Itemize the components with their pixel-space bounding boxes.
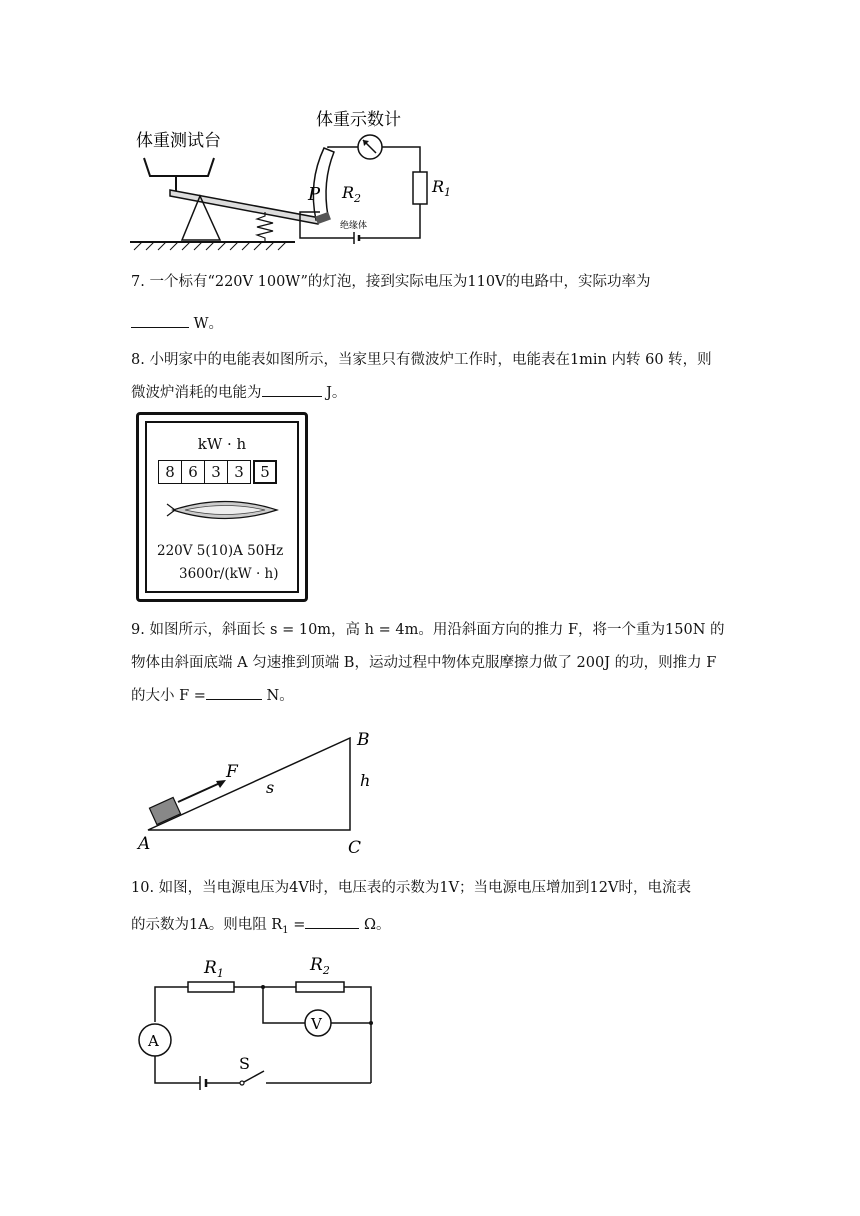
q7-answer-blank[interactable]: [131, 313, 189, 328]
platform-label: 体重测试台: [136, 131, 221, 151]
q9-line1: 9. 如图所示，斜面长 s = 10m，高 h = 4m。用沿斜面方向的推力 F，将一个重为150N 的: [131, 622, 725, 638]
insulator-label: 绝缘体: [340, 221, 368, 231]
voltmeter-label: V: [311, 1015, 322, 1033]
label-h: h: [360, 771, 371, 790]
p-label: P: [308, 184, 321, 205]
q7-line1: 7. 一个标有“220V 100W”的灯泡，接到实际电压为110V的电路中，实际功率为: [131, 274, 651, 290]
incline-block: [149, 797, 180, 824]
q10-answer-blank[interactable]: [305, 914, 359, 929]
q9-line3: 的大小 F = N。: [131, 685, 294, 707]
label-a: A: [138, 834, 151, 854]
meter-label: 体重示数计: [316, 110, 401, 130]
lever: [170, 190, 320, 224]
meter-rate: 3600r/(kW · h): [179, 566, 279, 582]
meter-digit: 3: [228, 460, 251, 484]
q8-line2: 微波炉消耗的电能为 J。: [131, 382, 346, 404]
label-r1: $R_1$: [204, 958, 224, 980]
r1-resistor: [413, 172, 427, 204]
q9-line2: 物体由斜面底端 A 匀速推到顶端 B，运动过程中物体克服摩擦力做了 200J 的功，则推力 F: [131, 655, 717, 671]
r2-label: $R_2$: [342, 183, 362, 205]
label-s: S: [239, 1054, 250, 1073]
q9-answer-blank[interactable]: [206, 685, 262, 700]
q8-answer-blank[interactable]: [262, 382, 322, 397]
q10-line2: 的示数为1A。则电阻 $R_1 = \Omega$。: [131, 914, 391, 942]
electric-meter-figure: [136, 412, 308, 602]
weighing-scale-figure: [120, 100, 460, 260]
r1-resistor: [188, 982, 234, 992]
label-f: F: [226, 762, 238, 782]
label-r2: $R_2$: [310, 955, 330, 977]
meter-unit: kW · h: [197, 435, 247, 453]
platform-tray: [144, 158, 214, 176]
ammeter-label: A: [148, 1032, 159, 1050]
q8-line1: 8. 小明家中的电能表如图所示，当家里只有微波炉工作时，电能表在1min 内转 60 转，则: [131, 352, 712, 368]
meter-digit: 8: [158, 460, 182, 484]
meter-digits: [158, 460, 277, 484]
insulator-block: [315, 212, 331, 224]
label-s: s: [266, 778, 275, 797]
r1-label: $R_1$: [432, 177, 452, 199]
q10-line1: 10. 如图，当电源电压为4V时，电压表的示数为1V；当电源电压增加到12V时，电流表: [131, 880, 691, 896]
incline-figure: [130, 725, 380, 860]
switch: [240, 1081, 244, 1085]
label-b: B: [357, 730, 370, 750]
meter-disk: [165, 495, 285, 525]
q7-line2: W。: [131, 313, 223, 335]
label-c: C: [348, 838, 362, 858]
r2-resistor: [296, 982, 344, 992]
meter-spec: 220V 5(10)A 50Hz: [157, 543, 284, 559]
circuit-figure: [130, 950, 390, 1100]
incline-triangle: [148, 738, 350, 830]
meter-digit-highlighted: 5: [253, 460, 277, 484]
spring: [257, 212, 273, 242]
force-arrow: [178, 783, 220, 802]
meter-digit: 3: [205, 460, 228, 484]
meter-digit: 6: [182, 460, 205, 484]
